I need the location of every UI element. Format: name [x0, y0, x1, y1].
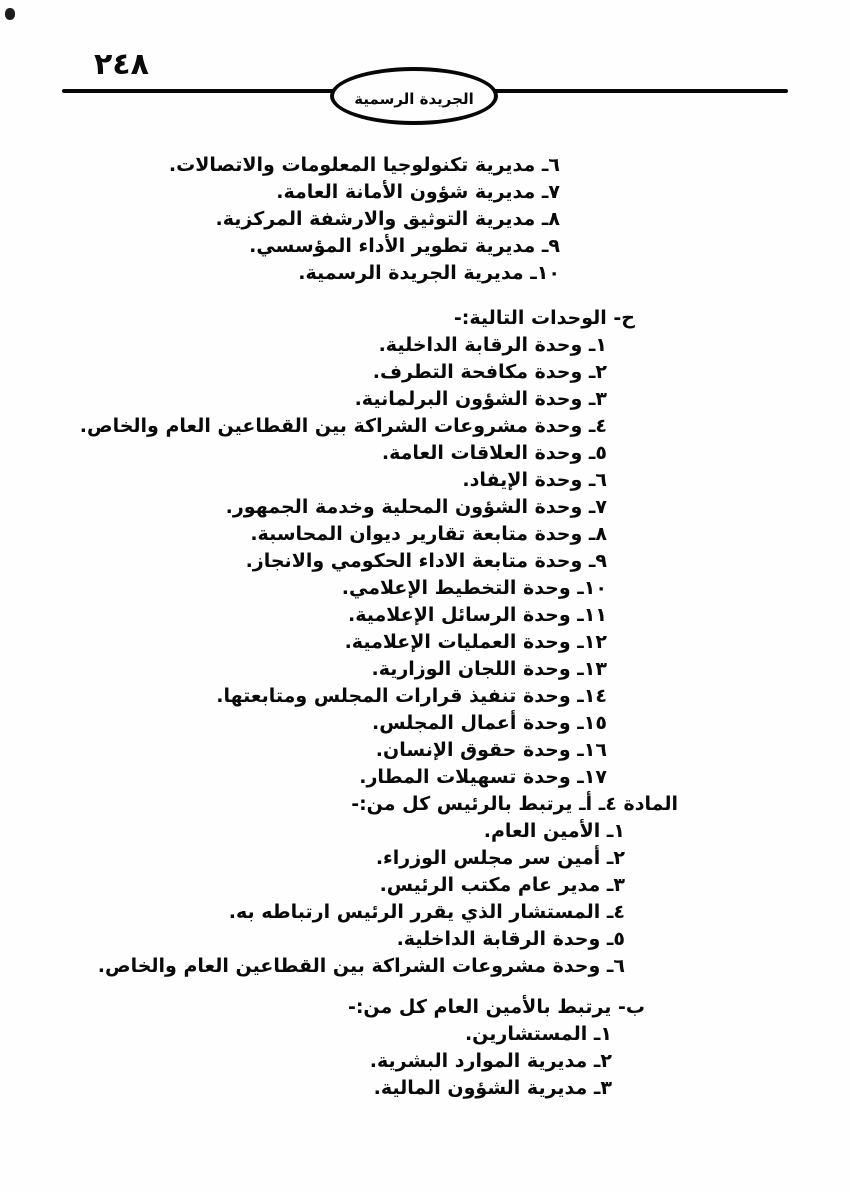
list-item-line: ٧ـ وحدة الشؤون المحلية وخدمة الجمهور.	[225, 496, 607, 518]
list-item-line: ٢ـ مديرية الموارد البشرية.	[369, 1050, 612, 1072]
list-item-line: ١٦ـ وحدة حقوق الإنسان.	[375, 739, 607, 761]
list-item-line: ٣ـ مديرية الشؤون المالية.	[373, 1077, 612, 1099]
list-item-line: ١ـ وحدة الرقابة الداخلية.	[378, 334, 607, 356]
list-item-line: ٥ـ وحدة العلاقات العامة.	[381, 442, 607, 464]
list-item-line: ٨ـ مديرية التوثيق والارشفة المركزية.	[215, 208, 560, 230]
scan-speck	[5, 8, 15, 20]
list-item-line: ٤ـ وحدة مشروعات الشراكة بين القطاعين العام والخاص.	[79, 415, 607, 437]
list-item-line: ١٢ـ وحدة العمليات الإعلامية.	[344, 631, 607, 653]
list-item-line: ٦ـ وحدة الإيفاد.	[462, 469, 607, 491]
section-heading: المادة ٤ـ أـ يرتبط بالرئيس كل من:-	[351, 793, 678, 815]
list-item-line: ١٣ـ وحدة اللجان الوزارية.	[371, 658, 607, 680]
list-item-line: ٦ـ مديرية تكنولوجيا المعلومات والاتصالات.	[168, 154, 560, 176]
list-item-line: ١ـ الأمين العام.	[483, 820, 625, 842]
list-item-line: ٩ـ مديرية تطوير الأداء المؤسسي.	[249, 235, 560, 257]
gazette-seal-ellipse	[330, 67, 498, 125]
page-number: ٢٤٨	[94, 47, 149, 82]
list-item-line: ١٠ـ وحدة التخطيط الإعلامي.	[341, 577, 607, 599]
list-item-line: ٣ـ وحدة الشؤون البرلمانية.	[354, 388, 607, 410]
list-item-line: ٧ـ مديرية شؤون الأمانة العامة.	[276, 181, 560, 203]
list-item-line: ١ـ المستشارين.	[464, 1023, 612, 1045]
list-item-line: ٢ـ وحدة مكافحة التطرف.	[372, 361, 607, 383]
gazette-title: الجريدة الرسمية	[354, 90, 474, 108]
section-heading: ح- الوحدات التالية:-	[453, 307, 635, 329]
section-heading: ب- يرتبط بالأمين العام كل من:-	[347, 996, 645, 1018]
list-item-line: ١٥ـ وحدة أعمال المجلس.	[372, 712, 607, 734]
list-item-line: ١٤ـ وحدة تنفيذ قرارات المجلس ومتابعتها.	[216, 685, 607, 707]
list-item-line: ١٧ـ وحدة تسهيلات المطار.	[359, 766, 607, 788]
list-item-line: ٥ـ وحدة الرقابة الداخلية.	[396, 928, 625, 950]
document-body	[0, 152, 850, 1102]
list-item-line: ١١ـ وحدة الرسائل الإعلامية.	[348, 604, 607, 626]
list-item-line: ٨ـ وحدة متابعة تقارير ديوان المحاسبة.	[250, 523, 607, 545]
list-item-line: ١٠ـ مديرية الجريدة الرسمية.	[298, 262, 560, 284]
list-item-line: ٤ـ المستشار الذي يقرر الرئيس ارتباطه به.	[228, 901, 625, 923]
list-item-line: ٢ـ أمين سر مجلس الوزراء.	[375, 847, 625, 869]
list-item-line: ٣ـ مدير عام مكتب الرئيس.	[379, 874, 625, 896]
list-item-line: ٩ـ وحدة متابعة الاداء الحكومي والانجاز.	[245, 550, 607, 572]
list-item-line: ٦ـ وحدة مشروعات الشراكة بين القطاعين العام والخاص.	[97, 955, 625, 977]
